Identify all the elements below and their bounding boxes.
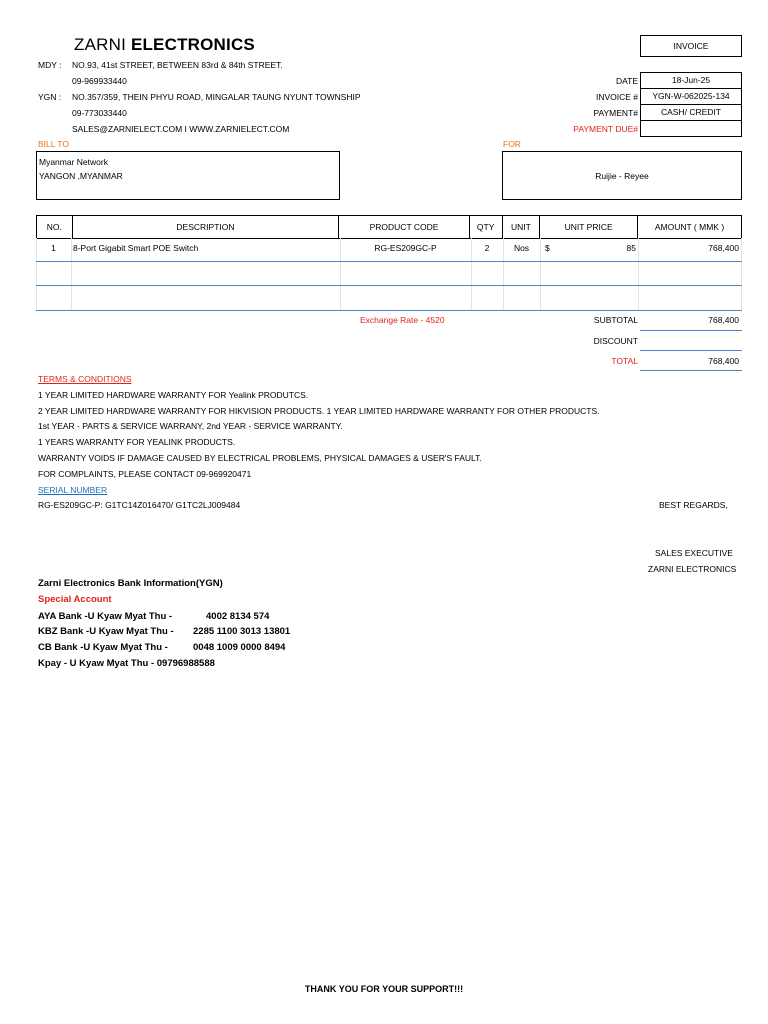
- bill-to-label: BILL TO: [38, 139, 70, 149]
- grid-line: [741, 238, 742, 310]
- row-unit: Nos: [513, 243, 530, 253]
- subtotal-label: SUBTOTAL: [593, 315, 638, 325]
- total-value: 768,400: [708, 356, 739, 366]
- invoice-number-label: INVOICE #: [595, 92, 638, 102]
- grid-line: [540, 238, 541, 310]
- row-divider: [36, 261, 742, 262]
- bill-to-box: [36, 151, 340, 200]
- terms-line: 1st YEAR - PARTS & SERVICE WARRANY, 2nd YEAR - SERVICE WARRANTY.: [38, 421, 343, 431]
- grid-line: [71, 238, 72, 310]
- company-name-light: ZARNI: [74, 35, 131, 54]
- bank-kbz-account: 2285 1100 3013 13801: [193, 626, 291, 637]
- date-value: 18-Jun-25: [671, 75, 711, 85]
- row-product-code: RG-ES209GC-P: [374, 243, 437, 253]
- discount-underline: [640, 350, 742, 351]
- footer-thanks: THANK YOU FOR YOUR SUPPORT!!!: [304, 984, 464, 994]
- bank-aya-account: 4002 8134 574: [206, 611, 270, 622]
- grid-line: [638, 238, 639, 310]
- bank-cb-name: CB Bank -U Kyaw Myat Thu -: [38, 642, 168, 653]
- row-currency: $: [545, 243, 550, 253]
- signature-company: ZARNI ELECTRONICS: [648, 564, 737, 574]
- row-amount: 768,400: [708, 243, 739, 253]
- bank-kpay: Kpay - U Kyaw Myat Thu - 09796988588: [38, 658, 215, 669]
- col-header-no: NO.: [37, 216, 73, 239]
- best-regards: BEST REGARDS,: [659, 500, 728, 510]
- exchange-rate: Exchange Rate - 4520: [360, 315, 445, 325]
- for-label: FOR: [503, 139, 521, 149]
- col-header-product-code: PRODUCT CODE: [339, 216, 470, 239]
- bank-aya-name: AYA Bank -U Kyaw Myat Thu -: [38, 611, 173, 622]
- row-no: 1: [51, 243, 56, 253]
- company-name-bold: ELECTRONICS: [130, 35, 255, 54]
- ygn-label: YGN :: [38, 92, 62, 102]
- row-description: 8-Port Gigabit Smart POE Switch: [73, 243, 199, 253]
- ygn-phone: 09-773033440: [72, 108, 127, 118]
- payment-value: CASH/ CREDIT: [661, 107, 721, 117]
- ygn-address: NO.357/359, THEIN PHYU ROAD, MINGALAR TAUNG NYUNT TOWNSHIP: [72, 92, 361, 102]
- subtotal-underline: [640, 330, 742, 331]
- bank-title: Zarni Electronics Bank Information(YGN): [38, 578, 223, 589]
- terms-line: 2 YEAR LIMITED HARDWARE WARRANTY FOR HIKVISION PRODUCTS. 1 YEAR LIMITED HARDWARE WARRANTY FOR OTHER PRODUCTS.: [38, 406, 600, 416]
- row-unit-price: 85: [626, 243, 636, 253]
- subtotal-value: 768,400: [708, 315, 739, 325]
- mdy-phone: 09-969933440: [72, 76, 127, 86]
- mdy-address: NO.93, 41st STREET, BETWEEN 83rd & 84th STREET.: [72, 60, 283, 70]
- payment-due-value: [640, 120, 742, 137]
- payment-due-label: PAYMENT DUE#: [573, 124, 638, 134]
- terms-line: 1 YEAR LIMITED HARDWARE WARRANTY FOR Yealink PRODUTCS.: [38, 390, 309, 400]
- payment-label: PAYMENT#: [593, 108, 638, 118]
- row-divider: [36, 310, 742, 311]
- col-header-unit-price: UNIT PRICE: [540, 216, 638, 239]
- terms-line: 1 YEARS WARRANTY FOR YEALINK PRODUCTS.: [38, 437, 236, 447]
- special-account: Special Account: [38, 594, 112, 605]
- col-header-qty: QTY: [469, 216, 502, 239]
- mdy-label: MDY :: [38, 60, 62, 70]
- for-value: Ruijie - Reyee: [595, 170, 649, 181]
- signature-role: SALES EXECUTIVE: [655, 548, 733, 558]
- date-label: DATE: [615, 76, 638, 86]
- company-name: [74, 35, 255, 55]
- serial-title: SERIAL NUMBER: [38, 485, 108, 495]
- invoice-number-value: YGN-W-062025-134: [652, 91, 730, 101]
- total-underline: [640, 370, 742, 371]
- bill-to-line2: YANGON ,MYANMAR: [39, 171, 123, 181]
- row-qty: 2: [484, 243, 490, 253]
- company-contact: SALES@ZARNIELECT.COM I WWW.ZARNIELECT.COM: [72, 124, 290, 134]
- discount-label: DISCOUNT: [593, 336, 638, 346]
- row-divider: [36, 285, 742, 286]
- terms-line: FOR COMPLAINTS, PLEASE CONTACT 09-969920471: [38, 469, 252, 479]
- terms-line: WARRANTY VOIDS IF DAMAGE CAUSED BY ELECTRICAL PROBLEMS, PHYSICAL DAMAGES & USER'S FAULT.: [38, 453, 482, 463]
- bank-kbz-name: KBZ Bank -U Kyaw Myat Thu -: [38, 626, 174, 637]
- total-label: TOTAL: [611, 356, 638, 366]
- bank-cb-account: 0048 1009 0000 8494: [193, 642, 286, 653]
- invoice-title-box: [640, 35, 742, 57]
- col-header-description: DESCRIPTION: [72, 216, 339, 239]
- invoice-title: INVOICE: [673, 41, 709, 51]
- items-table-header: [36, 215, 742, 239]
- col-header-unit: UNIT: [502, 216, 540, 239]
- serial-value: RG-ES209GC-P: G1TC14Z016470/ G1TC2LJ009484: [38, 500, 241, 510]
- col-header-amount: AMOUNT ( MMK ): [638, 216, 742, 239]
- for-box: [502, 151, 742, 200]
- bill-to-line1: Myanmar Network: [39, 157, 108, 167]
- terms-title: TERMS & CONDITIONS: [38, 374, 132, 384]
